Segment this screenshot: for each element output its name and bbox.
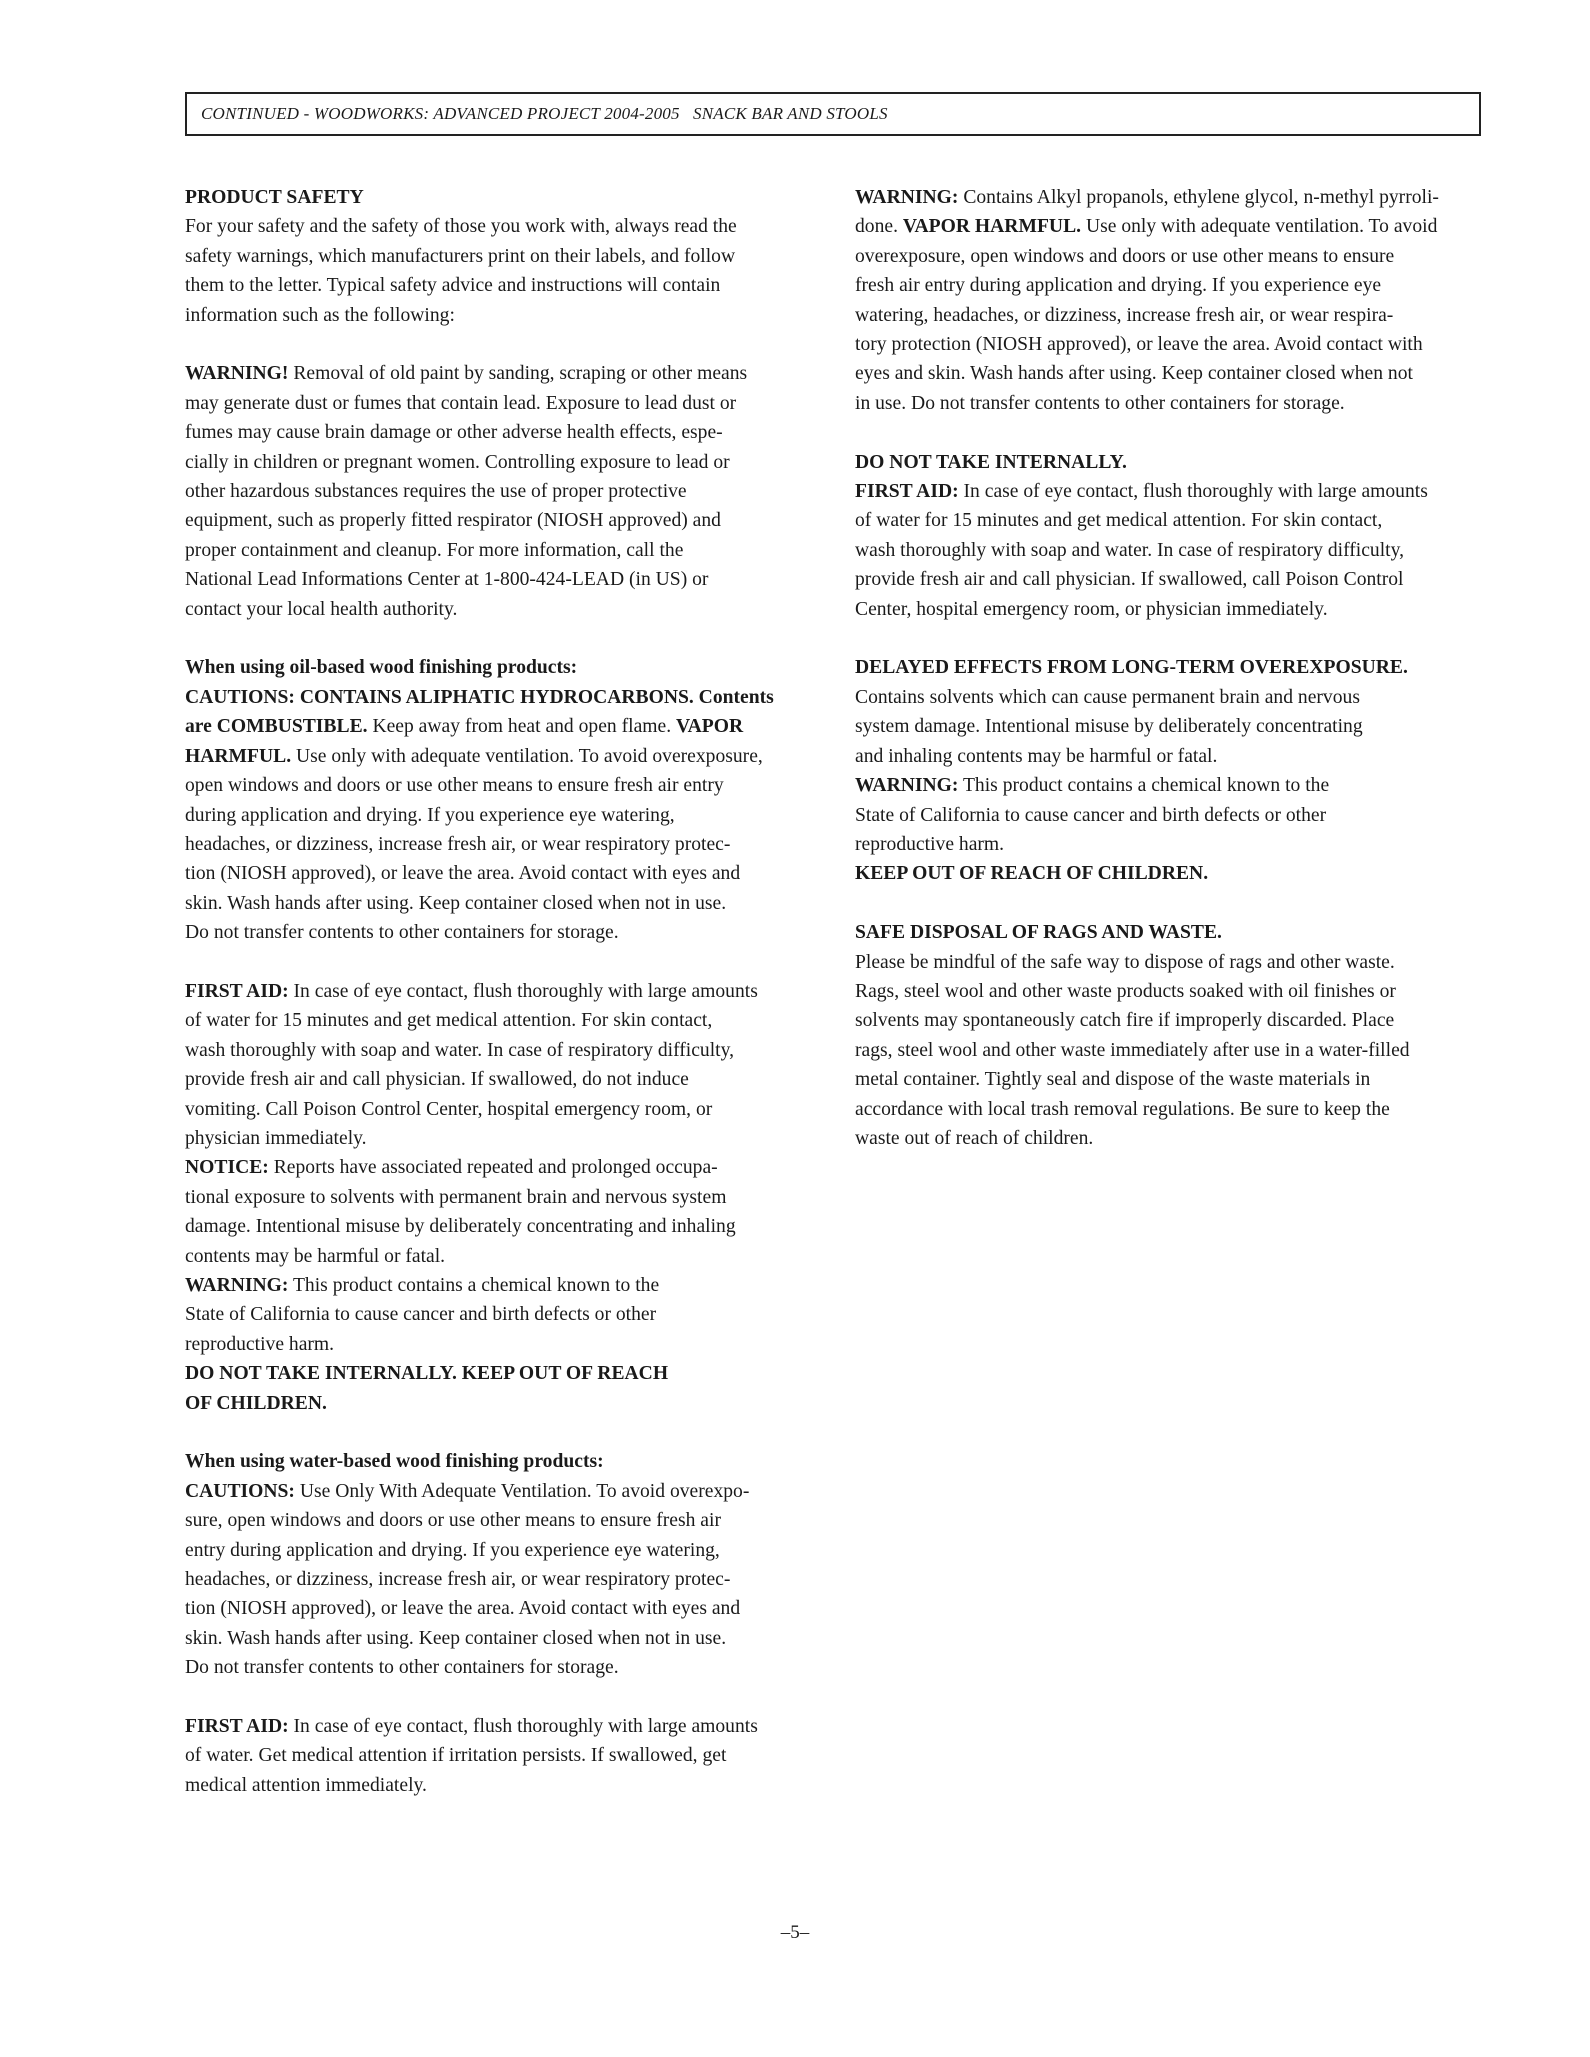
warning-label: WARNING: <box>185 1274 289 1296</box>
text-line: accordance with local trash removal regulations. Be sure to keep the <box>855 1098 1390 1120</box>
text-line: reproductive harm. <box>185 1333 335 1355</box>
header-box <box>185 92 1481 136</box>
safe-disposal-section <box>855 918 1485 1153</box>
bold-run: VAPOR <box>676 716 744 738</box>
warning-label: WARNING: <box>855 187 959 208</box>
text-line: State of California to cause cancer and birth defects or other <box>855 804 1327 826</box>
text-line: tion (NIOSH approved), or leave the area. Avoid contact with eyes and <box>185 863 741 885</box>
text-line: proper containment and cleanup. For more information, call the <box>185 539 684 561</box>
text-run: Reports have associated repeated and prolonged occupa- <box>268 1157 718 1179</box>
text-line: eyes and skin. Wash hands after using. Keep container closed when not <box>855 363 1413 385</box>
text-line: of water for 15 minutes and get medical attention. For skin contact, <box>185 1010 713 1032</box>
text-line: solvents may spontaneously catch fire if improperly discarded. Place <box>855 1010 1395 1032</box>
bold-run: are COMBUSTIBLE. <box>185 716 368 738</box>
text-line: open windows and doors or use other means to ensure fresh air entry <box>185 775 724 797</box>
text-line: For your safety and the safety of those you work with, always read the <box>185 216 737 238</box>
text-line <box>185 712 815 741</box>
text-line: of water. Get medical attention if irritation persists. If swallowed, get <box>185 1745 727 1767</box>
first-aid-label: FIRST AID: <box>855 481 959 503</box>
text-line: provide fresh air and call physician. If swallowed, call Poison Control <box>855 569 1404 591</box>
text-line: overexposure, open windows and doors or use other means to ensure <box>855 245 1395 267</box>
text-line: vomiting. Call Poison Control Center, hospital emergency room, or <box>185 1098 713 1120</box>
text-line: sure, open windows and doors or use other means to ensure fresh air <box>185 1510 721 1532</box>
section-heading: DO NOT TAKE INTERNALLY. <box>855 451 1127 473</box>
text-line: skin. Wash hands after using. Keep container closed when not in use. <box>185 1627 727 1649</box>
text-line: of water for 15 minutes and get medical attention. For skin contact, <box>855 510 1383 532</box>
left-column <box>185 183 815 1830</box>
right-column <box>855 183 1485 1183</box>
oil-based-section <box>185 653 815 947</box>
text-line: wash thoroughly with soap and water. In case of respiratory difficulty, <box>185 1039 735 1061</box>
bold-run: HARMFUL. <box>185 745 292 767</box>
text-line: fumes may cause brain damage or other adverse health effects, espe- <box>185 422 723 444</box>
header-title: CONTINUED - WOODWORKS: ADVANCED PROJECT 2004-2005 SNACK BAR AND STOOLS <box>201 104 888 123</box>
text-line: other hazardous substances requires the use of proper protective <box>185 481 687 503</box>
text-line: National Lead Informations Center at 1-800-424-LEAD (in US) or <box>185 569 709 591</box>
text-run: In case of eye contact, flush thoroughly with large amounts <box>288 1716 758 1738</box>
cautions-label: CAUTIONS: CONTAINS ALIPHATIC HYDROCARBONS. Contents <box>185 686 774 708</box>
text-line: safety warnings, which manufacturers print on their labels, and follow <box>185 245 736 267</box>
text-run: Use Only With Adequate Ventilation. To avoid overexpo- <box>294 1480 750 1502</box>
text-run: done. <box>855 216 903 238</box>
section-heading: When using oil-based wood finishing products: <box>185 657 578 679</box>
text-line <box>185 1712 815 1741</box>
text-run: This product contains a chemical known to the <box>288 1274 660 1296</box>
text-run: Use only with adequate ventilation. To avoid <box>1081 216 1438 238</box>
lead-warning-section <box>185 359 815 624</box>
text-line: wash thoroughly with soap and water. In case of respiratory difficulty, <box>855 539 1405 561</box>
text-line: Do not transfer contents to other containers for storage. <box>185 922 619 944</box>
cautions-label: CAUTIONS: <box>185 1480 295 1502</box>
text-line: medical attention immediately. <box>185 1774 427 1796</box>
do-not-take-internally-section <box>855 448 1485 624</box>
text-line: and inhaling contents may be harmful or fatal. <box>855 745 1218 767</box>
text-line: may generate dust or fumes that contain lead. Exposure to lead dust or <box>185 392 737 414</box>
text-line: them to the letter. Typical safety advice and instructions will contain <box>185 275 721 297</box>
bold-run: VAPOR HARMFUL. <box>902 216 1082 238</box>
text-line: damage. Intentional misuse by deliberately concentrating and inhaling <box>185 1216 736 1238</box>
text-line: cially in children or pregnant women. Controlling exposure to lead or <box>185 451 730 473</box>
text-line: tion (NIOSH approved), or leave the area. Avoid contact with eyes and <box>185 1598 741 1620</box>
section-heading: DELAYED EFFECTS FROM LONG-TERM OVEREXPOSURE. <box>855 657 1408 679</box>
text-run: This product contains a chemical known to the <box>958 775 1330 797</box>
text-line: Rags, steel wool and other waste products soaked with oil finishes or <box>855 980 1396 1002</box>
text-line <box>185 1153 815 1182</box>
text-line: equipment, such as properly fitted respirator (NIOSH approved) and <box>185 510 721 532</box>
text-line: rags, steel wool and other waste immediately after use in a water-filled <box>855 1039 1410 1061</box>
text-line: waste out of reach of children. <box>855 1127 1094 1149</box>
product-safety-section <box>185 183 815 330</box>
text-line <box>185 1477 815 1506</box>
text-line: information such as the following: <box>185 304 455 326</box>
do-not-take-notice: OF CHILDREN. <box>185 1392 327 1414</box>
text-line <box>185 1271 815 1300</box>
water-based-section <box>185 1447 815 1682</box>
text-line: fresh air entry during application and drying. If you experience eye <box>855 275 1382 297</box>
first-aid-label: FIRST AID: <box>185 1716 289 1738</box>
text-line: metal container. Tightly seal and dispose of the waste materials in <box>855 1069 1371 1091</box>
text-line <box>855 212 1485 241</box>
text-line: tory protection (NIOSH approved), or leave the area. Avoid contact with <box>855 334 1423 356</box>
text-line: contact your local health authority. <box>185 598 458 620</box>
text-run: In case of eye contact, flush thoroughly with large amounts <box>288 980 758 1002</box>
keep-out-notice: KEEP OUT OF REACH OF CHILDREN. <box>855 863 1209 885</box>
text-line <box>185 359 815 388</box>
text-run: Keep away from heat and open flame. <box>367 716 677 738</box>
text-line: in use. Do not transfer contents to other containers for storage. <box>855 392 1345 414</box>
text-line: skin. Wash hands after using. Keep container closed when not in use. <box>185 892 727 914</box>
text-run: Use only with adequate ventilation. To avoid overexposure, <box>291 745 763 767</box>
text-run: Contains Alkyl propanols, ethylene glycol, n-methyl pyrroli- <box>958 187 1439 208</box>
text-line <box>855 183 1485 212</box>
text-line: tional exposure to solvents with permanent brain and nervous system <box>185 1186 727 1208</box>
text-line: physician immediately. <box>185 1127 367 1149</box>
section-heading: When using water-based wood finishing products: <box>185 1451 604 1473</box>
text-line: headaches, or dizziness, increase fresh air, or wear respiratory protec- <box>185 833 731 855</box>
text-line: Do not transfer contents to other containers for storage. <box>185 1657 619 1679</box>
warning-label: WARNING: <box>855 775 959 797</box>
first-aid-label: FIRST AID: <box>185 980 289 1002</box>
notice-label: NOTICE: <box>185 1157 269 1179</box>
page-number: –5– <box>780 1922 810 1943</box>
text-line: reproductive harm. <box>855 833 1005 855</box>
text-line: provide fresh air and call physician. If swallowed, do not induce <box>185 1069 689 1091</box>
text-run: Removal of old paint by sanding, scraping or other means <box>288 363 748 385</box>
text-run: In case of eye contact, flush thoroughly with large amounts <box>958 481 1428 503</box>
section-heading: PRODUCT SAFETY <box>185 187 364 208</box>
text-line: system damage. Intentional misuse by deliberately concentrating <box>855 716 1363 738</box>
text-line <box>855 771 1485 800</box>
text-line <box>855 477 1485 506</box>
text-line: Contains solvents which can cause permanent brain and nervous <box>855 686 1360 708</box>
text-line: Center, hospital emergency room, or physician immediately. <box>855 598 1328 620</box>
warning-label: WARNING! <box>185 363 289 385</box>
text-line: contents may be harmful or fatal. <box>185 1245 446 1267</box>
water-warning-section <box>855 183 1485 418</box>
delayed-effects-section <box>855 653 1485 888</box>
text-line: during application and drying. If you experience eye watering, <box>185 804 675 826</box>
text-line: entry during application and drying. If you experience eye watering, <box>185 1539 720 1561</box>
text-line: Please be mindful of the safe way to dispose of rags and other waste. <box>855 951 1395 973</box>
text-line: State of California to cause cancer and birth defects or other <box>185 1304 657 1326</box>
text-line <box>185 742 815 771</box>
water-first-aid-section <box>185 1712 815 1800</box>
text-line <box>185 977 815 1006</box>
section-heading: SAFE DISPOSAL OF RAGS AND WASTE. <box>855 922 1222 944</box>
text-line: headaches, or dizziness, increase fresh air, or wear respiratory protec- <box>185 1569 731 1591</box>
do-not-take-notice: DO NOT TAKE INTERNALLY. KEEP OUT OF REACH <box>185 1363 669 1385</box>
oil-first-aid-section <box>185 977 815 1418</box>
text-line: watering, headaches, or dizziness, increase fresh air, or wear respira- <box>855 304 1394 326</box>
